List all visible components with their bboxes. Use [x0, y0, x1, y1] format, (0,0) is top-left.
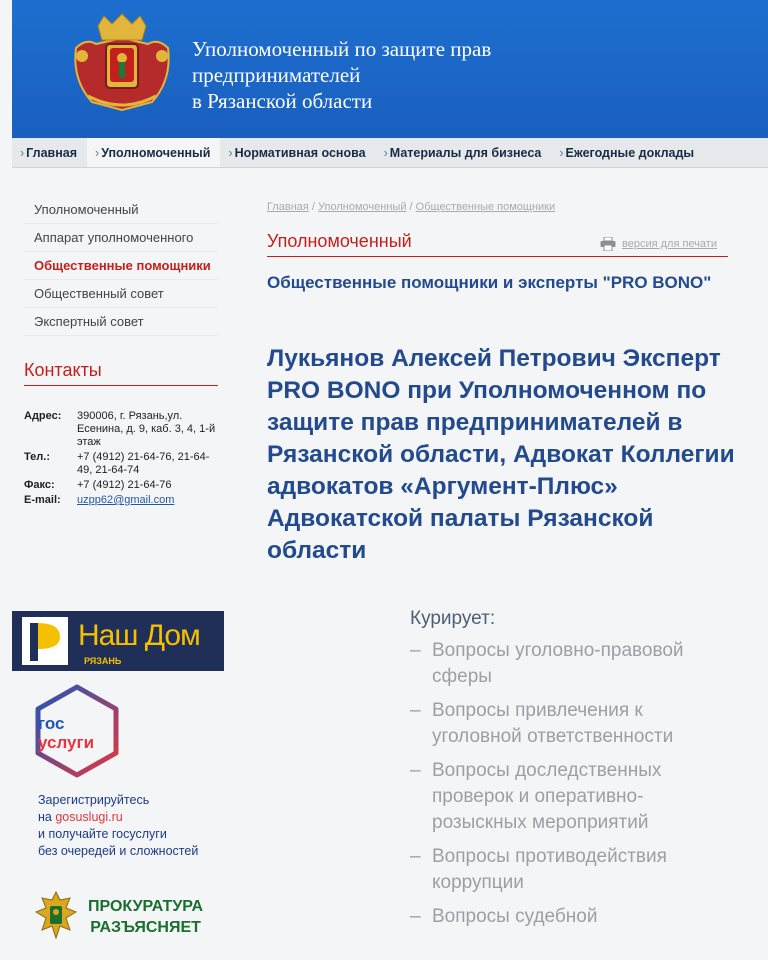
- duty-text: Вопросы привлечения к уголовной ответственности: [432, 700, 674, 747]
- gosuslugi-text: [38, 792, 198, 860]
- nav-item-label: Материалы для бизнеса: [389, 145, 542, 160]
- site-title[interactable]: [192, 36, 491, 114]
- gosuslugi-link[interactable]: gosuslugi.ru: [55, 810, 123, 824]
- nashdom-banner[interactable]: [12, 611, 224, 671]
- breadcrumb-separator: /: [308, 201, 319, 213]
- prosecutor-line: ПРОКУРАТУРА: [88, 898, 204, 915]
- nav-item-legal-basis[interactable]: [220, 146, 375, 160]
- prosecutor-banner-text[interactable]: [88, 896, 203, 938]
- phone-label: Тел.:: [24, 451, 50, 463]
- sidebar-item-staff[interactable]: Аппарат уполномоченного: [24, 224, 218, 252]
- print-version-link[interactable]: [600, 237, 717, 251]
- contact-row: [24, 451, 220, 477]
- person-heading: Лукьянов Алексей Петрович Эксперт PRO BONO при Уполномоченном по защите прав предпринимателей в Рязанской области, Адвокат Коллегии адвокатов «Аргумент-Плюс» Адвокатской палаты Рязанской области: [267, 345, 735, 564]
- nav-item-business-materials[interactable]: [376, 146, 552, 160]
- contacts-block: [24, 410, 220, 509]
- gosuslugi-line: без очередей и сложностей: [38, 844, 199, 858]
- nashdom-logo-icon: [22, 617, 68, 665]
- page-subtitle: Общественные помощники и эксперты "PRO BONO": [267, 273, 712, 292]
- gosuslugi-prefix: на: [38, 810, 56, 824]
- sidebar-item-public-assistants[interactable]: Общественные помощники: [24, 252, 218, 280]
- printer-icon: [600, 237, 616, 251]
- curates-label: Курирует:: [410, 608, 496, 629]
- duty-text: Вопросы судебной: [432, 906, 598, 927]
- site-title-line: в Рязанской области: [192, 89, 373, 113]
- list-item: [410, 638, 710, 690]
- dash-marker: –: [410, 846, 421, 867]
- list-item: [410, 758, 710, 836]
- fax-label: Факс:: [24, 479, 55, 491]
- gosuslugi-line: и получайте госуслуги: [38, 827, 167, 841]
- sidebar-menu: [24, 196, 218, 336]
- contact-row: [24, 494, 220, 507]
- print-version-label: версия для печати: [622, 238, 717, 250]
- gosuslugi-word-gos: гос: [38, 714, 65, 733]
- nav-item-label: Ежегодные доклады: [565, 145, 695, 160]
- sidebar-item-expert-council[interactable]: Экспертный совет: [24, 308, 218, 336]
- list-item: [410, 904, 710, 930]
- coat-of-arms-icon[interactable]: [68, 10, 176, 114]
- arrow-icon: ›: [559, 145, 564, 160]
- address-label: Адрес:: [24, 410, 62, 422]
- duty-text: Вопросы противодействия коррупции: [432, 846, 667, 893]
- prosecutor-emblem-icon[interactable]: [30, 888, 82, 942]
- arrow-icon: ›: [20, 145, 25, 160]
- gosuslugi-line: Зарегистрируйтесь: [38, 793, 150, 807]
- dash-marker: –: [410, 760, 421, 781]
- arrow-icon: ›: [228, 145, 233, 160]
- email-label: E-mail:: [24, 494, 61, 506]
- breadcrumb-current[interactable]: Общественные помощники: [415, 201, 556, 213]
- breadcrumb: [267, 201, 555, 213]
- site-header: [12, 0, 768, 138]
- breadcrumb-separator: /: [406, 201, 416, 213]
- phone-value: +7 (4912) 21-64-76, 21-64-49, 21-64-74: [77, 451, 210, 476]
- duty-text: Вопросы доследственных проверок и оперативно-розыскных мероприятий: [432, 760, 662, 833]
- prosecutor-line: РАЗЪЯСНЯЕТ: [90, 919, 201, 936]
- arrow-icon: ›: [95, 145, 100, 160]
- dash-marker: –: [410, 640, 421, 661]
- breadcrumb-ombudsman[interactable]: Уполномоченный: [318, 201, 407, 213]
- breadcrumb-home[interactable]: Главная: [267, 201, 309, 213]
- list-item: [410, 698, 710, 750]
- nashdom-name: Наш Дом: [78, 619, 200, 652]
- site-title-line: Уполномоченный по защите прав: [192, 37, 492, 61]
- nav-item-home[interactable]: [12, 146, 87, 160]
- list-item: [410, 844, 710, 896]
- contacts-title: Контакты: [24, 360, 218, 386]
- gosuslugi-word-uslugi: услуги: [38, 733, 95, 752]
- fax-value: +7 (4912) 21-64-76: [77, 479, 172, 491]
- nav-item-annual-reports[interactable]: [551, 146, 704, 160]
- dash-marker: –: [410, 700, 421, 721]
- sidebar-item-public-council[interactable]: Общественный совет: [24, 280, 218, 308]
- gosuslugi-line: [38, 809, 198, 826]
- arrow-icon: ›: [383, 145, 388, 160]
- sidebar-item-ombudsman[interactable]: Уполномоченный: [24, 196, 218, 224]
- site-title-line: предпринимателей: [192, 63, 361, 87]
- nashdom-city: РЯЗАНЬ: [84, 656, 122, 666]
- nav-item-ombudsman[interactable]: [87, 138, 220, 168]
- duties-list: [410, 638, 710, 938]
- nav-item-label: Главная: [26, 145, 78, 160]
- main-nav: [12, 138, 768, 168]
- address-value: 390006, г. Рязань,ул. Есенина, д. 9, каб. 3, 4, 1-й этаж: [77, 410, 216, 448]
- email-link[interactable]: uzpp62@gmail.com: [77, 494, 175, 506]
- section-title: Уполномоченный: [267, 231, 728, 257]
- contact-row: [24, 410, 220, 449]
- nav-item-label: Уполномоченный: [101, 145, 211, 160]
- duty-text: Вопросы уголовно-правовой сферы: [432, 640, 684, 687]
- dash-marker: –: [410, 906, 421, 927]
- nav-item-label: Нормативная основа: [234, 145, 366, 160]
- contact-row: [24, 479, 220, 492]
